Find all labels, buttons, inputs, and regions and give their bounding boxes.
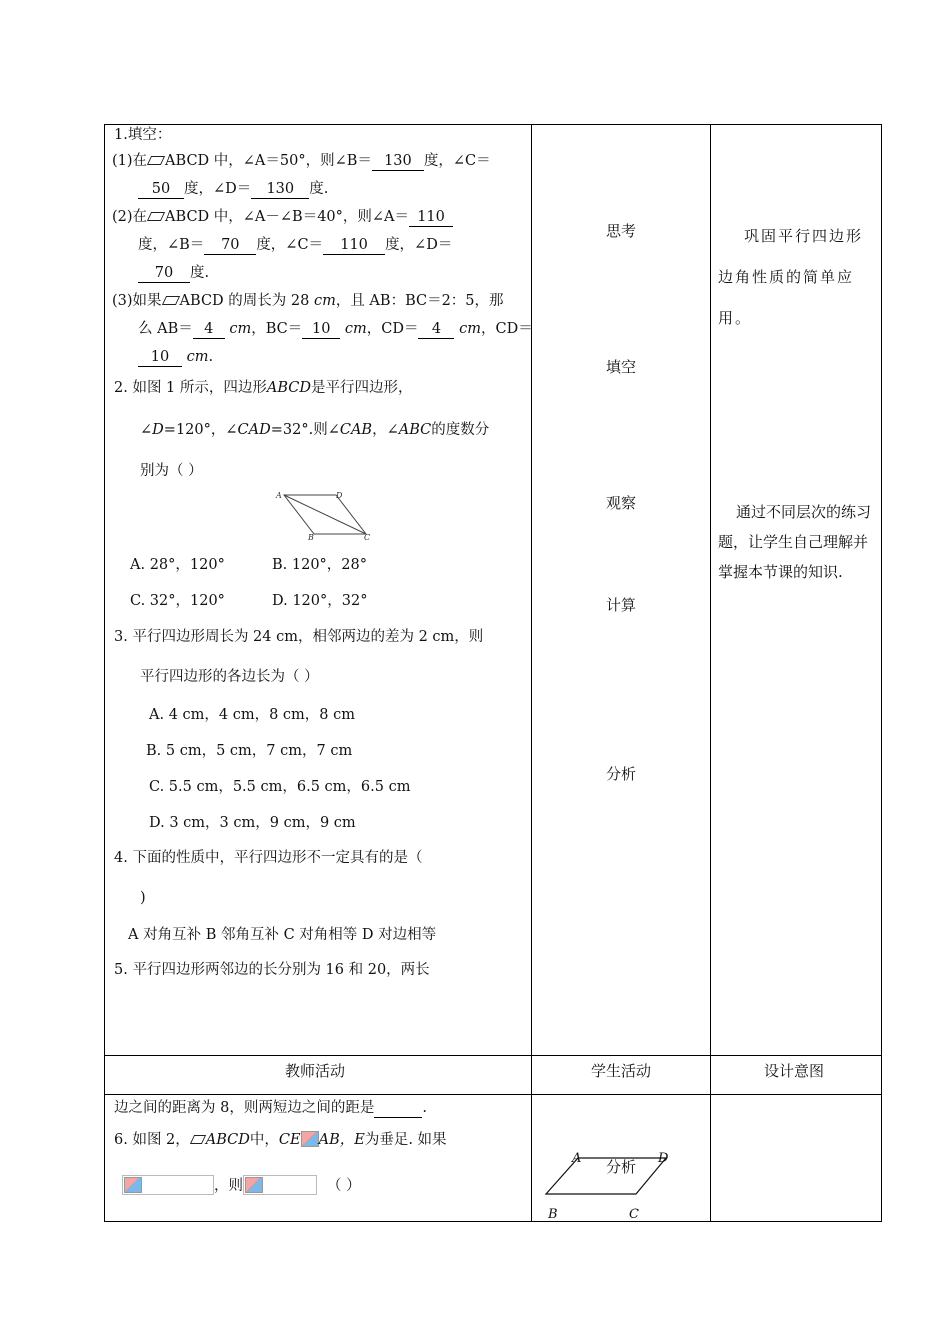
q2-line3: 别为（ ） [140,463,203,479]
q4-line2: ) [140,890,146,906]
q1-part3-text: ABCD 的周长为 28 [179,293,310,309]
student-activity-analyze: 分析 [606,765,637,783]
header-teacher-activity: 教师活动 [285,1062,346,1080]
formula-image-1 [122,1175,214,1195]
q2-text: 2. 如图 1 所示，四边形 [114,380,267,396]
student-activity-calculate: 计算 [606,596,637,614]
q1-part2-text2: 度，∠B＝ [138,237,205,253]
fig2-label-A: A [572,1151,582,1166]
figure-1-parallelogram [272,489,376,541]
q1-part2-answer-D: 70 [138,265,190,283]
q1-part2-line1 [112,207,453,227]
student-activity-observe: 观察 [606,494,637,512]
q1-part3-prefix: (3)如果 [112,293,162,309]
q1-part3-unit: cm [313,293,336,309]
q1-part2-text: ABCD 中，∠A－∠B＝40°，则∠A＝ [165,209,410,225]
q1-part3-text6: ，CD＝ [480,321,533,337]
q1-part1-text3: 度，∠D＝ [184,181,252,197]
q6-segment-AB: AB， [318,1132,355,1148]
perpendicular-image-icon [301,1131,319,1147]
q1-part3-unit: cm [344,321,367,337]
q1-part3-text2: ，且 AB：BC＝2：5，那 [335,293,504,309]
q1-part3-answer-CD: 4 [418,321,454,339]
column-divider-2 [710,125,711,1221]
q3-option-C: C. 5.5 cm，5.5 cm，6.5 cm，6.5 cm [149,779,411,795]
q6-choice-paren: （ ） [327,1178,361,1194]
q1-part1-line2 [138,179,328,199]
q1-part3-unit: cm [459,321,481,337]
q3-line1: 3. 平行四边形周长为 24 cm，相邻两边的差为 2 cm，则 [114,629,484,645]
q1-part3-text3: 么 AB＝ [138,321,193,337]
q1-answer-D: 130 [251,181,309,199]
q1-part1-prefix: (1)在 [112,153,148,169]
q6-text: 6. 如图 2， [114,1132,190,1148]
q6-line2 [122,1175,361,1196]
q1-part2-answer-B: 70 [204,237,256,255]
q1-part1-line1 [112,151,491,171]
q5-line1: 5. 平行四边形两邻边的长分别为 16 和 20，两长 [114,962,430,978]
q2-text: =32°.则∠ [270,422,340,438]
q1-title: 1.填空： [114,127,172,143]
column-divider-1 [531,125,532,1221]
q6-segment-CE: CE [278,1132,301,1148]
q2-option-D: D. 120°，32° [272,593,368,609]
parallelogram-icon [161,296,179,305]
fig2-label-C: C [629,1207,639,1222]
q3-option-B: B. 5 cm，5 cm，7 cm，7 cm [146,743,353,759]
q1-part1-text: ABCD 中，∠A＝50°，则∠B＝ [165,153,372,169]
fig1-label-C: C [364,533,371,541]
q6-text: 中， [249,1132,279,1148]
header-student-activity: 学生活动 [591,1062,652,1080]
q1-part3-text4: ，BC＝ [251,321,303,337]
fig2-label-D: D [658,1151,669,1166]
q2-line1 [114,378,413,398]
q2-option-B: B. 120°，28° [272,557,368,573]
q5-answer-blank [374,1100,422,1118]
q2-text: 的度数分 [431,422,490,438]
q4-line1: 4. 下面的性质中，平行四边形不一定具有的是（ [114,850,423,866]
q1-part2-prefix: (2)在 [112,209,148,225]
student-activity-think: 思考 [606,222,637,240]
fig1-diagonal [284,495,366,534]
q1-part2-line2 [138,235,452,255]
q1-part2-text3: 度，∠C＝ [256,237,324,253]
q1-part3-unit: cm [229,321,252,337]
fig1-label-B: B [308,533,314,541]
q1-part3-line2 [138,319,533,339]
q1-part1-text4: 度. [309,181,329,197]
header-bottom-line [105,1094,881,1095]
q1-part2-text4: 度，∠D＝ [385,237,453,253]
fig2-caption: 分析 [606,1158,637,1176]
q2-shape-name: ABCD [266,380,312,396]
design-intent-2: 通过不同层次的练习题，让学生自己理解并掌握本节课的知识. [718,503,872,581]
q6-point-E: E [354,1132,365,1148]
q2-text: ，∠ [372,422,399,438]
q3-option-A: A. 4 cm，4 cm，8 cm，8 cm [149,707,356,723]
broken-image-icon [124,1177,142,1193]
q2-angle-D: D [152,422,164,438]
header-top-line [105,1055,881,1056]
q2-option-A: A. 28°，120° [130,557,225,573]
q6-text: 为垂足. 如果 [364,1132,447,1148]
broken-image-icon [245,1177,263,1193]
q2-text-end: 是平行四边形， [311,380,413,396]
q5-end: . [422,1100,427,1116]
q1-part3-line3: 10 cm. [138,347,213,367]
q5-text: 边之间的距离为 8，则两短边之间的距是 [114,1100,375,1116]
q2-option-C: C. 32°，120° [130,593,225,609]
parallelogram-icon [147,212,165,221]
q2-line2 [140,420,489,440]
q6-shape-name: ABCD [205,1132,250,1148]
q2-angle-ABC: ABC [398,422,432,438]
q2-angle-CAD: CAD [237,422,271,438]
q1-part2-text5: 度. [190,265,210,281]
q2-angle-CAB: CAB [339,422,373,438]
student-activity-fill: 填空 [606,358,637,376]
q1-part3-line1 [112,291,504,311]
q1-part2-line3 [138,263,209,283]
q1-part2-answer-A: 110 [409,209,453,227]
q6-line1 [114,1130,447,1150]
q1-answer-C: 50 [138,181,184,199]
q4-options: A 对角互补 B 邻角互补 C 对角相等 D 对边相等 [128,927,437,943]
q1-part3-answer-CD2: 10 [138,349,182,367]
fig2-label-B: B [548,1207,558,1222]
fig1-label-A: A [276,491,282,500]
q1-part3-answer-AB: 4 [193,321,225,339]
q1-part2-answer-C: 110 [323,237,385,255]
parallelogram-icon [190,1135,206,1144]
q6-text: ，则 [214,1178,243,1194]
figure-2-parallelogram [540,1146,680,1224]
q1-answer-B: 130 [372,153,424,171]
design-intent-1: 巩固平行四边形边角性质的简单应用。 [718,227,864,327]
q5-line2 [114,1098,427,1118]
fig1-label-D: D [336,491,343,500]
q1-part3-unit: cm [186,349,209,365]
header-design-intent: 设计意图 [764,1062,825,1080]
angle-symbol: ∠ [140,422,153,438]
q3-option-D: D. 3 cm，3 cm，9 cm，9 cm [149,815,356,831]
q1-part3-answer-BC: 10 [302,321,340,339]
q1-part3-text5: ，CD＝ [366,321,419,337]
formula-image-2 [243,1175,317,1195]
q2-text: =120°，∠ [163,422,238,438]
q3-line2: 平行四边形的各边长为（ ） [140,669,319,685]
q1-part1-text2: 度，∠C＝ [423,153,491,169]
parallelogram-icon [147,156,165,165]
